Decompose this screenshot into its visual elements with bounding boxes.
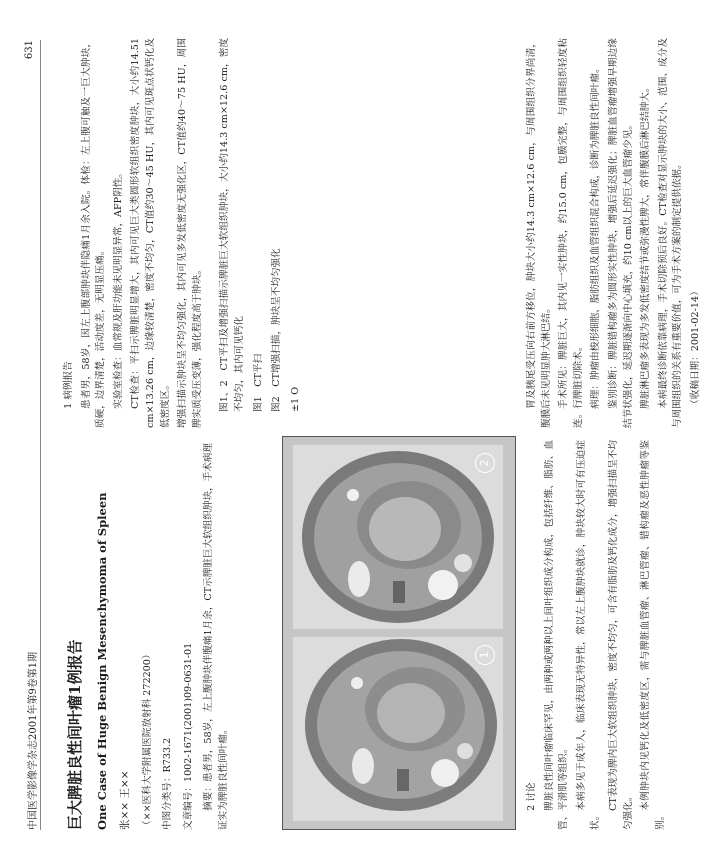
caption-line: 图2 CT增强扫描，肿块呈不均匀强化 xyxy=(271,248,283,412)
article-title-en: One Case of Huge Benign Mesenchymoma of Spleen xyxy=(95,492,109,830)
running-head xyxy=(22,40,41,830)
paragraph: 实验室检查：血常规及肝功能未见明显异常，AFP阴性。 xyxy=(112,168,124,409)
ct-image-1 xyxy=(293,637,503,821)
classification-number: 中图分类号：R733.2 xyxy=(162,737,174,830)
paragraph: CT表现为脾内巨大软组织肿块，密度不均匀，可含有脂肪及钙化成分，增强扫描呈不均匀强化。 xyxy=(607,440,634,830)
paragraph: 本病多见于成年人，临床表现无特异性，常以左上腹肿块就诊，肿块较大时可有压迫症状。 xyxy=(575,440,602,830)
column-right xyxy=(62,38,307,428)
authors: 张×× 王×× xyxy=(119,770,131,830)
paragraph: 本病最终诊断依靠病理，手术切除预后良好。CT检查对显示肿块的大小、范围、成分及与周围组织的关系有重要价值，可为手术方案的制定提供依据。 xyxy=(657,38,684,428)
paragraph: 患者男，58岁，因左上腹部肿块伴隐痛1月余入院。体检：左上腹可触及一巨大肿块，质硬，边界清楚，活动度差，无明显压痛。 xyxy=(80,38,107,428)
page-number: 631 xyxy=(24,40,35,60)
ct-figure xyxy=(282,436,516,830)
caption-line: 图1 CT平扫 xyxy=(252,353,264,412)
paragraph: 脾脏良性间叶瘤临床罕见，由两种或两种以上间叶组织成分构成，包括纤维、脂肪、血管、平滑肌等组织。 xyxy=(543,440,570,830)
caption-line: 图1、2 CT平扫及增强扫描示脾脏巨大软组织肿块，大小约14.3 cm×12.6 cm，密度不均匀，其内可见钙化 xyxy=(219,38,245,412)
paragraph: 病理：肿瘤由梭形细胞、脂肪组织及血管组织混合构成，诊断为脾脏良性间叶瘤。 xyxy=(590,63,602,409)
affiliation: （××医科大学附属医院放射科 272200） xyxy=(141,649,153,830)
lower-left-text xyxy=(525,440,671,830)
journal-name: 中国医学影像学杂志2001年第9卷第1期 xyxy=(28,651,39,830)
paragraph: 2 讨论 xyxy=(526,782,537,811)
paragraph: 胃及胰尾受压向右前方移位，肿块大小约14.3 cm×12.6 cm，与周围组织分界尚清，腹膜后未见明显肿大淋巴结。 xyxy=(526,38,552,428)
rotated-page xyxy=(20,30,701,840)
paragraph: 1 病例报告 xyxy=(63,361,74,409)
paragraph: CT检查：平扫示脾脏明显增大，其内可见巨大类圆形软组织密度肿块，大小约14.51 cm×13.26 cm，边缘较清楚，密度不均匀，CT值约30～45 HU，其内可见斑点状钙化及低密度区。 xyxy=(130,38,171,428)
paragraph: 手术所见：脾脏巨大，其内见一实性肿块，约15.0 cm，包膜完整，与周围组织轻度粘连。行脾脏切除术。 xyxy=(558,38,584,428)
ct-image-2 xyxy=(293,445,503,629)
lower-right-text xyxy=(525,38,707,428)
article-title-cn: 巨大脾脏良性间叶瘤1例报告 xyxy=(66,639,84,830)
caption-line: ±1 O xyxy=(289,386,301,412)
abstract: 摘要：患者男，58岁，左上腹肿块伴腹痛1月余，CT示脾脏巨大软组织肿块，手术病理证实为脾脏良性间叶瘤。 xyxy=(203,442,229,830)
paragraph: 脾脏淋巴瘤多表现为多发低密度结节或弥漫性脾大，常伴腹膜后淋巴结肿大。 xyxy=(640,82,652,409)
paragraph: 增强扫描示肿块呈不均匀强化，其内可见多发低密度无强化区，CT值约40～75 HU，周围脾实质受压变薄，强化程度高于肿块。 xyxy=(177,38,203,428)
paragraph: 本例肿块内见钙化及低密度区，需与脾脏血管瘤、淋巴管瘤、错构瘤及恶性肿瘤等鉴别。 xyxy=(640,440,666,830)
paragraph: 鉴别诊断：脾脏错构瘤多为圆形实性肿块，增强后延迟强化；脾脏血管瘤增强早期边缘结节状强化，延迟期逐渐向中心填充，约10 cm以上的巨大血管瘤少见。 xyxy=(607,38,634,428)
received-date: （收稿日期：2001-02-14） xyxy=(689,286,701,409)
article-id: 文章编号：1002-1671(2001)09-0631-01 xyxy=(182,642,194,830)
panel-label-2: 2 xyxy=(475,453,495,473)
column-left xyxy=(62,440,236,830)
figure-caption xyxy=(218,38,303,412)
panel-label-1: 1 xyxy=(475,645,495,665)
